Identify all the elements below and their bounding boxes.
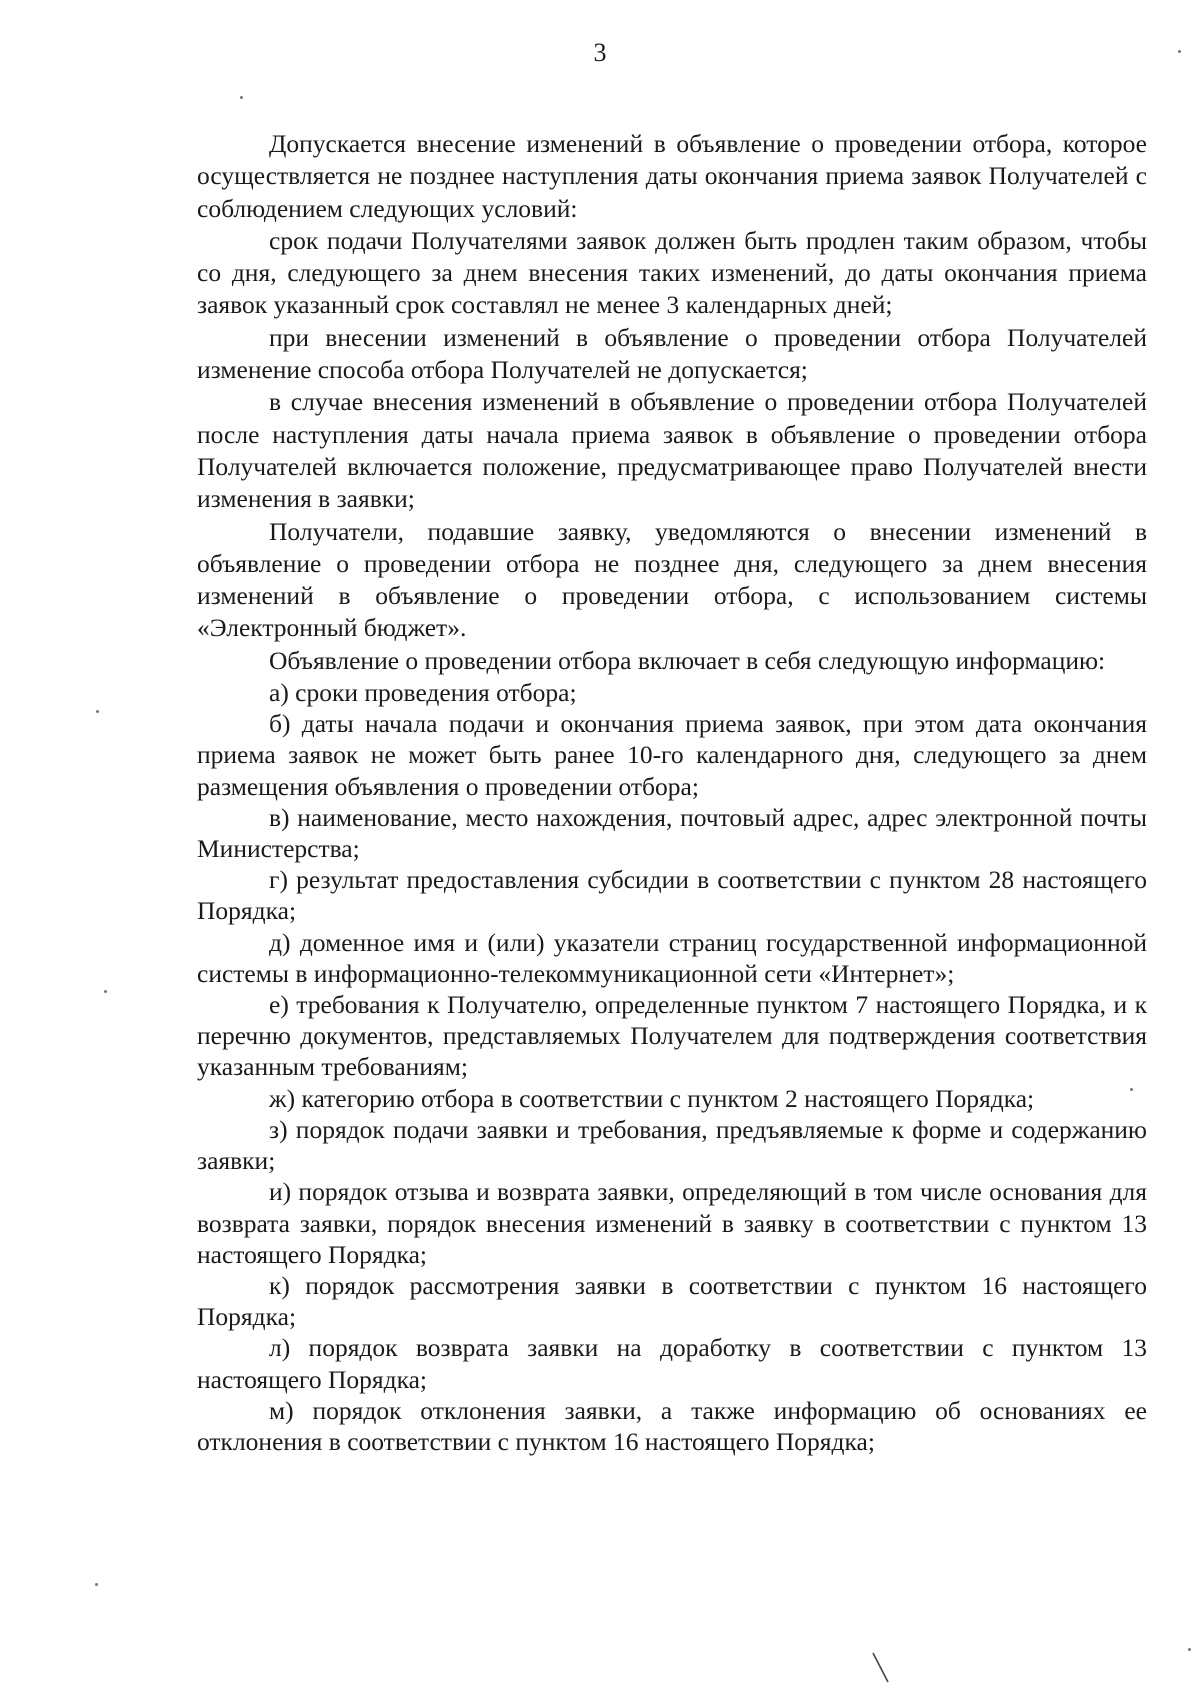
list-item-d: д) доменное имя и (или) указатели страниц государственной информационной системы в информационно-телекоммуникационной сети «Интернет»; bbox=[197, 927, 1147, 988]
scan-speck bbox=[95, 1583, 98, 1586]
paragraph-selection-method: при внесении изменений в объявление о проведении отбора Получателей изменение способа отбора Получателей не допускается; bbox=[197, 322, 1147, 385]
paragraph-amend-applications: в случае внесения изменений в объявление о проведении отбора Получателей после наступления даты начала приема заявок в объявление о проведении отбора Получателей включается положение, предусматривающее право Получателей внести изменения в заявки; bbox=[197, 387, 1147, 514]
paragraph-notification: Получатели, подавшие заявку, уведомляются о внесении изменений в объявление о проведении отбора не позднее дня, следующего за днем внесения изменений в объявление о проведении отбора, с использованием системы «Электронный бюджет». bbox=[197, 516, 1147, 643]
list-item-b: б) даты начала подачи и окончания приема заявок, при этом дата окончания приема заявок не может быть ранее 10-го календарного дня, следующего за днем размещения объявления о проведении отбора; bbox=[197, 709, 1147, 801]
scan-speck bbox=[96, 710, 99, 713]
list-item-l: л) порядок возврата заявки на доработку в соответствии с пунктом 13 настоящего Порядка; bbox=[197, 1333, 1147, 1394]
paragraph-submission-deadline: срок подачи Получателями заявок должен быть продлен таким образом, чтобы со дня, следующего за днем внесения таких изменений, до даты окончания приема заявок указанный срок составлял не менее 3 календарных дней; bbox=[197, 225, 1147, 320]
paragraph-announcement-contents: Объявление о проведении отбора включает в себя следующую информацию: bbox=[269, 645, 1106, 675]
list-item-k: к) порядок рассмотрения заявки в соответствии с пунктом 16 настоящего Порядка; bbox=[197, 1270, 1147, 1332]
list-item-g: г) результат предоставления субсидии в соответствии с пунктом 28 настоящего Порядка; bbox=[197, 865, 1147, 926]
paragraph-amendment-intro: Допускается внесение изменений в объявление о проведении отбора, которое осуществляется не позднее наступления даты окончания приема заявок Получателей с соблюдением следующих условий: bbox=[197, 129, 1147, 223]
list-item-m: м) порядок отклонения заявки, а также информацию об основаниях ее отклонения в соответствии с пунктом 16 настоящего Порядка; bbox=[197, 1395, 1147, 1456]
page-number: 3 bbox=[593, 38, 607, 67]
list-item-z: з) порядок подачи заявки и требования, предъявляемые к форме и содержанию заявки; bbox=[197, 1114, 1147, 1176]
scan-mark bbox=[870, 1650, 900, 1690]
list-item-e: е) требования к Получателю, определенные пунктом 7 настоящего Порядка, и к перечню документов, представляемых Получателем для подтверждения соответствия указанным требованиям; bbox=[197, 990, 1147, 1082]
list-item-a: а) сроки проведения отбора; bbox=[269, 678, 577, 708]
document-body bbox=[197, 128, 1147, 1457]
scan-speck bbox=[1178, 50, 1181, 53]
scan-speck bbox=[104, 990, 107, 993]
list-item-zh: ж) категорию отбора в соответствии с пунктом 2 настоящего Порядка; bbox=[269, 1083, 1035, 1113]
list-item-i: и) порядок отзыва и возврата заявки, определяющий в том числе основания для возврата заявки, порядок внесения изменений в заявку в соответствии с пунктом 13 настоящего Порядка; bbox=[197, 1177, 1147, 1269]
scan-speck bbox=[240, 96, 243, 99]
scan-speck bbox=[1188, 1648, 1191, 1651]
scan-speck bbox=[1130, 1088, 1133, 1091]
list-item-v: в) наименование, место нахождения, почтовый адрес, адрес электронной почты Министерства; bbox=[197, 802, 1147, 864]
